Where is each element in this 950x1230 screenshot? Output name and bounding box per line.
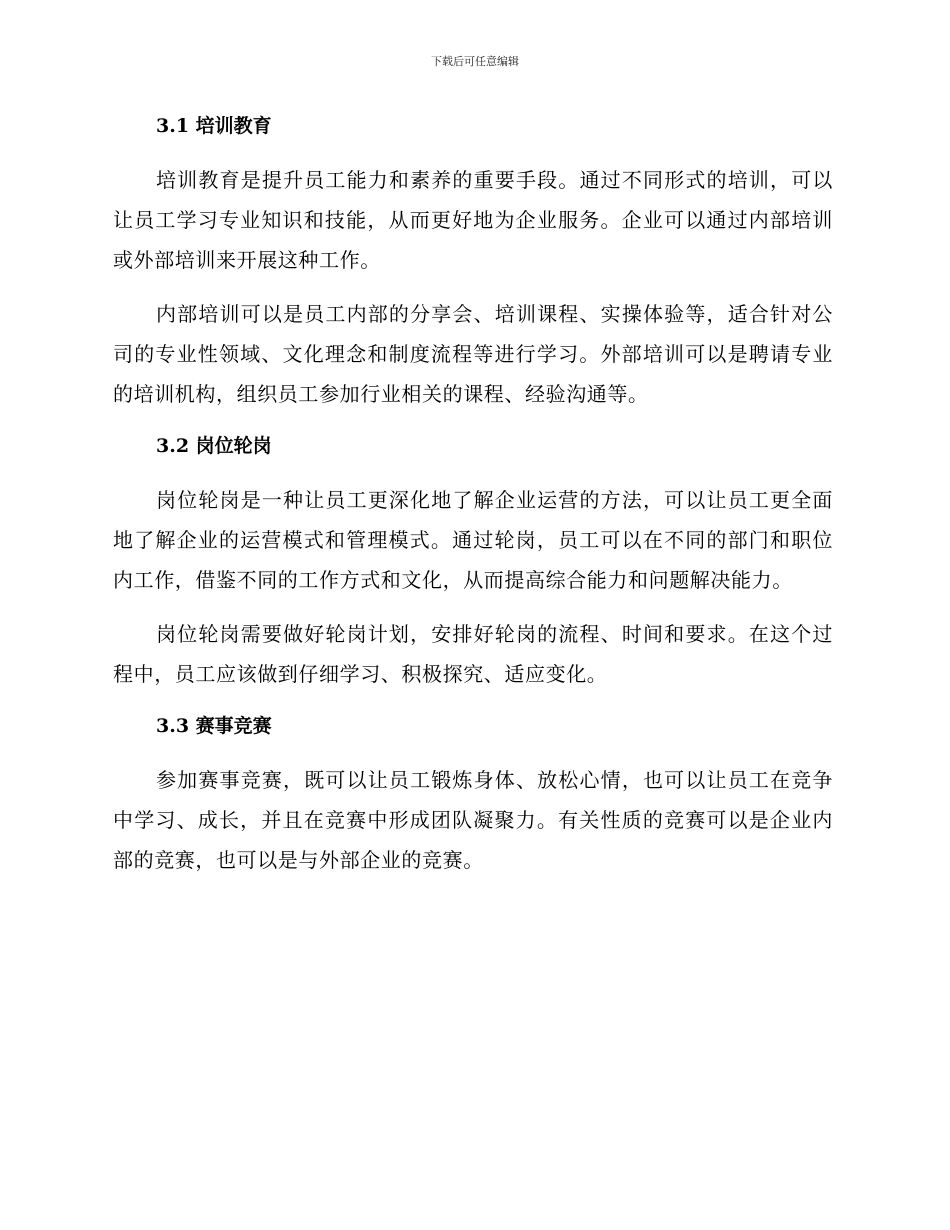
section-job-rotation xyxy=(113,430,833,694)
section-heading: 3.2 岗位轮岗 xyxy=(156,435,272,457)
paragraph: 培训教育是提升员工能力和素养的重要手段。通过不同形式的培训，可以让员工学习专业知识和技能，从而更好地为企业服务。企业可以通过内部培训或外部培训来开展这种工作。 xyxy=(113,168,833,272)
section-competitions xyxy=(113,710,833,880)
paragraph: 参加赛事竞赛，既可以让员工锻炼身体、放松心情，也可以让员工在竞争中学习、成长，并且在竞赛中形成团队凝聚力。有关性质的竞赛可以是企业内部的竞赛，也可以是与外部企业的竞赛。 xyxy=(113,768,833,872)
section-heading: 3.1 培训教育 xyxy=(156,115,272,137)
document-body xyxy=(113,110,833,894)
paragraph: 岗位轮岗需要做好轮岗计划，安排好轮岗的流程、时间和要求。在这个过程中，员工应该做到仔细学习、积极探究、适应变化。 xyxy=(113,622,833,686)
section-heading: 3.3 赛事竞赛 xyxy=(156,715,272,737)
paragraph: 岗位轮岗是一种让员工更深化地了解企业运营的方法，可以让员工更全面地了解企业的运营模式和管理模式。通过轮岗，员工可以在不同的部门和职位内工作，借鉴不同的工作方式和文化，从而提高综合能力和问题解决能力。 xyxy=(113,488,833,592)
section-training xyxy=(113,110,833,414)
paragraph: 内部培训可以是员工内部的分享会、培训课程、实操体验等，适合针对公司的专业性领域、文化理念和制度流程等进行学习。外部培训可以是聘请专业的培训机构，组织员工参加行业相关的课程、经验沟通等。 xyxy=(113,302,833,406)
page-header-note: 下载后可任意编辑 xyxy=(431,55,519,68)
